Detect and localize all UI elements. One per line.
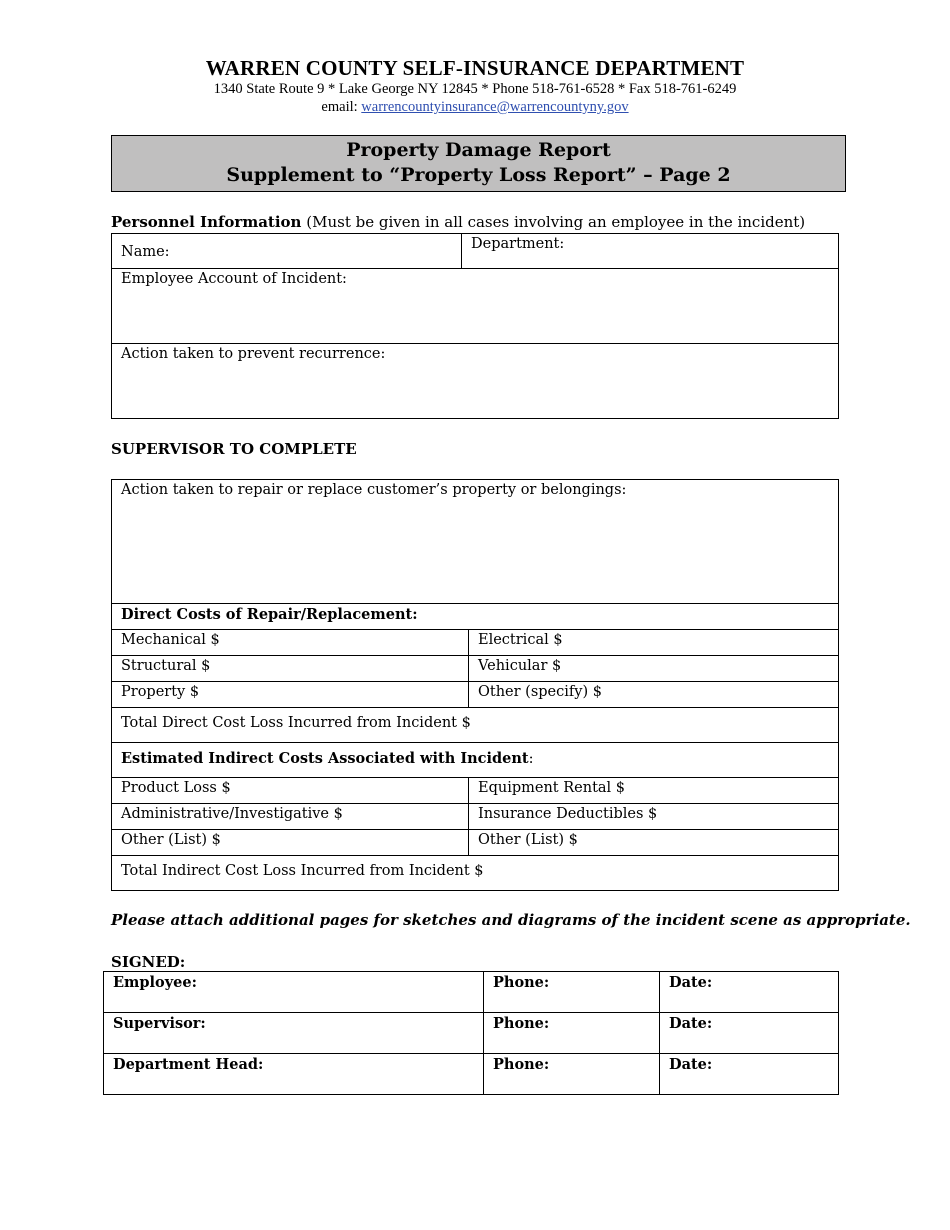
product-loss-field[interactable]: Product Loss $ [112, 778, 469, 804]
org-title: WARREN COUNTY SELF-INSURANCE DEPARTMENT [205, 56, 745, 80]
other-specify-cost-field[interactable]: Other (specify) $ [469, 682, 839, 708]
indirect-costs-heading-label: Estimated Indirect Costs Associated with Incident [121, 750, 529, 767]
vehicular-cost-field[interactable]: Vehicular $ [469, 656, 839, 682]
structural-cost-field[interactable]: Structural $ [112, 656, 469, 682]
property-cost-field[interactable]: Property $ [112, 682, 469, 708]
equipment-rental-field[interactable]: Equipment Rental $ [469, 778, 839, 804]
signed-heading: SIGNED: [111, 953, 186, 971]
signature-table [103, 971, 839, 1095]
report-title: Property Damage Report [346, 139, 611, 161]
employee-date-field[interactable]: Date: [660, 972, 839, 1013]
department-head-phone-field[interactable]: Phone: [484, 1054, 660, 1095]
email-label: email: [321, 99, 358, 115]
supervisor-phone-field[interactable]: Phone: [484, 1013, 660, 1054]
personnel-table [111, 233, 839, 419]
electrical-cost-field[interactable]: Electrical $ [469, 630, 839, 656]
supervisor-heading: SUPERVISOR TO COMPLETE [111, 440, 357, 458]
other-list-field-2[interactable]: Other (List) $ [469, 830, 839, 856]
direct-costs-heading: Direct Costs of Repair/Replacement: [112, 604, 839, 630]
total-direct-cost-field[interactable]: Total Direct Cost Loss Incurred from Incident $ [112, 708, 839, 743]
attach-note: Please attach additional pages for sketches and diagrams of the incident scene as appropriate. [111, 911, 911, 929]
org-address: 1340 State Route 9 * Lake George NY 12845 * Phone 518-761-6528 * Fax 518-761-6249 [213, 81, 737, 97]
employee-account-field[interactable]: Employee Account of Incident: [112, 269, 839, 344]
personnel-note: (Must be given in all cases involving an employee in the incident) [306, 213, 806, 231]
report-title-banner [111, 135, 846, 192]
department-head-date-field[interactable]: Date: [660, 1054, 839, 1095]
report-subtitle: Supplement to “Property Loss Report” – Page 2 [226, 164, 731, 186]
department-field[interactable]: Department: [462, 234, 839, 269]
administrative-investigative-field[interactable]: Administrative/Investigative $ [112, 804, 469, 830]
total-indirect-cost-field[interactable]: Total Indirect Cost Loss Incurred from Incident $ [112, 856, 839, 891]
name-field[interactable]: Name: [112, 234, 462, 269]
indirect-costs-heading [112, 743, 839, 778]
supervisor-date-field[interactable]: Date: [660, 1013, 839, 1054]
employee-signature-field[interactable]: Employee: [104, 972, 484, 1013]
insurance-deductibles-field[interactable]: Insurance Deductibles $ [469, 804, 839, 830]
supervisor-signature-field[interactable]: Supervisor: [104, 1013, 484, 1054]
indirect-costs-colon: : [528, 751, 534, 767]
mechanical-cost-field[interactable]: Mechanical $ [112, 630, 469, 656]
personnel-heading-label: Personnel Information [111, 213, 302, 231]
repair-action-field[interactable]: Action taken to repair or replace customer’s property or belongings: [112, 480, 839, 604]
org-email-line [0, 99, 950, 116]
employee-phone-field[interactable]: Phone: [484, 972, 660, 1013]
personnel-heading [111, 213, 805, 231]
supervisor-table [111, 479, 839, 891]
department-head-signature-field[interactable]: Department Head: [104, 1054, 484, 1095]
other-list-field-1[interactable]: Other (List) $ [112, 830, 469, 856]
prevent-recurrence-field[interactable]: Action taken to prevent recurrence: [112, 344, 839, 419]
email-link[interactable]: warrencountyinsurance@warrencountyny.gov [361, 99, 629, 115]
